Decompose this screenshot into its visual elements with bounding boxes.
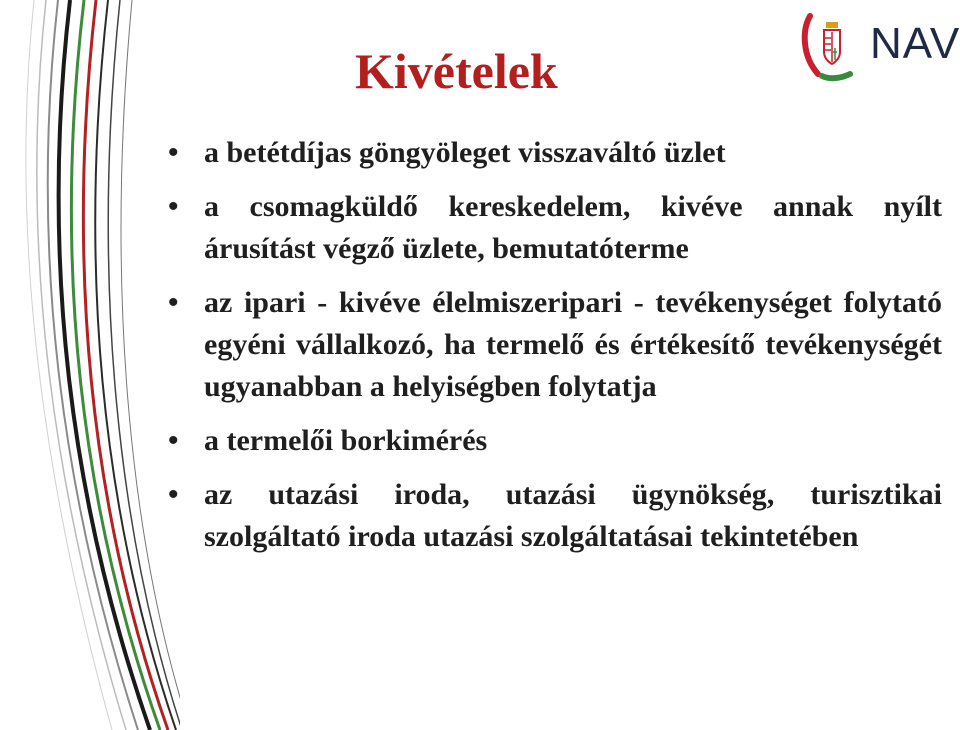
- bullet-item: • a csomagküldő kereskedelem, kivéve annak nyílt árusítást végző üzlete, bemutatóterme: [204, 186, 942, 270]
- decorative-swoosh-lines: [0, 0, 180, 730]
- bullet-list: [204, 132, 942, 570]
- bullet-item: • az ipari - kivéve élelmiszeripari - tevékenységet folytató egyéni vállalkozó, ha termelő és értékesítő tevékenységét ugyanabban a helyiségben folytatja: [204, 282, 942, 408]
- logo-text: NAV: [870, 19, 960, 68]
- nav-crest-icon: [800, 8, 860, 82]
- bullet-item: • az utazási iroda, utazási ügynökség, turisztikai szolgáltató iroda utazási szolgáltatásai tekintetében: [204, 474, 942, 558]
- nav-logo: [800, 8, 960, 82]
- slide-title: Kivételek: [355, 43, 558, 99]
- bullet-item: • a betétdíjas göngyöleget visszaváltó üzlet: [204, 132, 942, 174]
- bullet-item: • a termelői borkimérés: [204, 420, 942, 462]
